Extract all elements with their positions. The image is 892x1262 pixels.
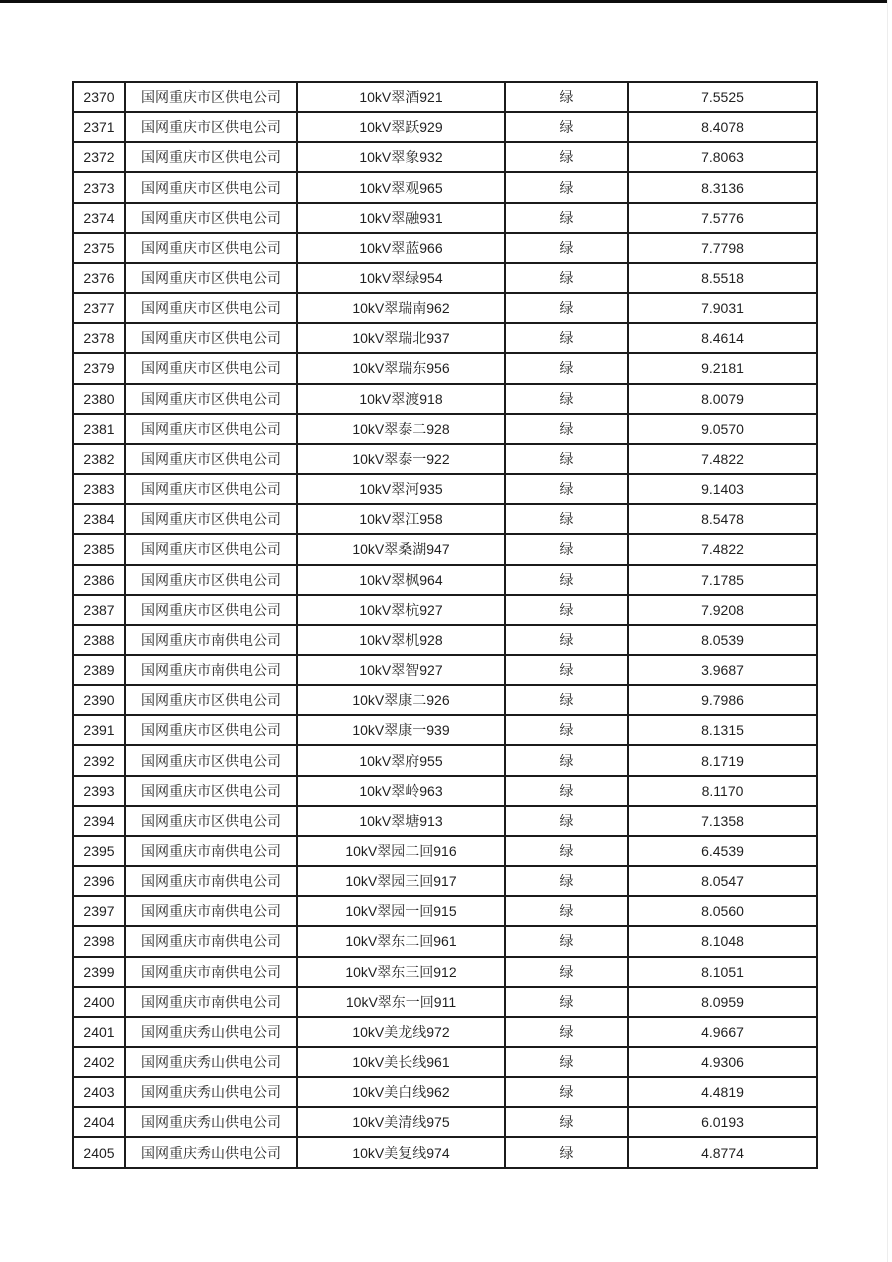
table-row (73, 866, 817, 896)
serial-cell: 2373 (73, 172, 125, 202)
serial-cell: 2384 (73, 504, 125, 534)
value-cell: 9.7986 (628, 685, 817, 715)
company-cell: 国网重庆市区供电公司 (125, 414, 297, 444)
company-cell: 国网重庆市区供电公司 (125, 534, 297, 564)
company-cell: 国网重庆市南供电公司 (125, 987, 297, 1017)
page-top-border (0, 0, 888, 3)
status-cell: 绿 (505, 715, 628, 745)
status-cell: 绿 (505, 474, 628, 504)
value-cell: 4.4819 (628, 1077, 817, 1107)
company-cell: 国网重庆市区供电公司 (125, 142, 297, 172)
status-cell: 绿 (505, 353, 628, 383)
table-row (73, 836, 817, 866)
company-cell: 国网重庆市区供电公司 (125, 806, 297, 836)
value-cell: 7.4822 (628, 534, 817, 564)
value-cell: 8.1170 (628, 776, 817, 806)
table-row (73, 233, 817, 263)
company-cell: 国网重庆市区供电公司 (125, 565, 297, 595)
serial-cell: 2375 (73, 233, 125, 263)
company-cell: 国网重庆市区供电公司 (125, 172, 297, 202)
line-cell: 10kV翠渡918 (297, 384, 505, 414)
status-cell: 绿 (505, 926, 628, 956)
line-cell: 10kV翠观965 (297, 172, 505, 202)
table-row (73, 685, 817, 715)
company-cell: 国网重庆市南供电公司 (125, 866, 297, 896)
serial-cell: 2381 (73, 414, 125, 444)
serial-cell: 2398 (73, 926, 125, 956)
status-cell: 绿 (505, 655, 628, 685)
line-cell: 10kV翠机928 (297, 625, 505, 655)
value-cell: 8.1051 (628, 957, 817, 987)
serial-cell: 2390 (73, 685, 125, 715)
table-row (73, 776, 817, 806)
company-cell: 国网重庆市南供电公司 (125, 926, 297, 956)
serial-cell: 2371 (73, 112, 125, 142)
value-cell: 8.5478 (628, 504, 817, 534)
company-cell: 国网重庆市区供电公司 (125, 203, 297, 233)
serial-cell: 2370 (73, 82, 125, 112)
status-cell: 绿 (505, 1017, 628, 1047)
status-cell: 绿 (505, 745, 628, 775)
table-row (73, 1077, 817, 1107)
line-cell: 10kV翠岭963 (297, 776, 505, 806)
line-cell: 10kV翠园二回916 (297, 836, 505, 866)
line-cell: 10kV美龙线972 (297, 1017, 505, 1047)
company-cell: 国网重庆市区供电公司 (125, 353, 297, 383)
table-row (73, 806, 817, 836)
serial-cell: 2401 (73, 1017, 125, 1047)
value-cell: 8.1719 (628, 745, 817, 775)
value-cell: 6.0193 (628, 1107, 817, 1137)
value-cell: 7.5525 (628, 82, 817, 112)
serial-cell: 2379 (73, 353, 125, 383)
serial-cell: 2388 (73, 625, 125, 655)
company-cell: 国网重庆市南供电公司 (125, 836, 297, 866)
table-row (73, 896, 817, 926)
company-cell: 国网重庆市区供电公司 (125, 233, 297, 263)
line-cell: 10kV翠瑞南962 (297, 293, 505, 323)
value-cell: 7.9208 (628, 595, 817, 625)
table-row (73, 595, 817, 625)
value-cell: 8.4614 (628, 323, 817, 353)
value-cell: 9.0570 (628, 414, 817, 444)
table-row (73, 414, 817, 444)
page-right-edge (887, 0, 888, 1262)
value-cell: 4.8774 (628, 1137, 817, 1168)
value-cell: 7.7798 (628, 233, 817, 263)
power-line-table (72, 81, 818, 1169)
table-row (73, 565, 817, 595)
status-cell: 绿 (505, 776, 628, 806)
company-cell: 国网重庆秀山供电公司 (125, 1107, 297, 1137)
serial-cell: 2378 (73, 323, 125, 353)
table-row (73, 474, 817, 504)
company-cell: 国网重庆市区供电公司 (125, 715, 297, 745)
value-cell: 8.3136 (628, 172, 817, 202)
table-row (73, 112, 817, 142)
serial-cell: 2387 (73, 595, 125, 625)
company-cell: 国网重庆秀山供电公司 (125, 1047, 297, 1077)
value-cell: 8.0560 (628, 896, 817, 926)
status-cell: 绿 (505, 1077, 628, 1107)
line-cell: 10kV翠园三回917 (297, 866, 505, 896)
company-cell: 国网重庆秀山供电公司 (125, 1077, 297, 1107)
table-row (73, 293, 817, 323)
company-cell: 国网重庆市区供电公司 (125, 595, 297, 625)
serial-cell: 2395 (73, 836, 125, 866)
table-row (73, 534, 817, 564)
value-cell: 8.1048 (628, 926, 817, 956)
line-cell: 10kV翠泰一922 (297, 444, 505, 474)
company-cell: 国网重庆市区供电公司 (125, 323, 297, 353)
line-cell: 10kV翠杭927 (297, 595, 505, 625)
value-cell: 7.4822 (628, 444, 817, 474)
value-cell: 7.5776 (628, 203, 817, 233)
status-cell: 绿 (505, 323, 628, 353)
serial-cell: 2386 (73, 565, 125, 595)
line-cell: 10kV翠瑞东956 (297, 353, 505, 383)
line-cell: 10kV翠康二926 (297, 685, 505, 715)
status-cell: 绿 (505, 685, 628, 715)
serial-cell: 2394 (73, 806, 125, 836)
table-row (73, 1107, 817, 1137)
status-cell: 绿 (505, 866, 628, 896)
line-cell: 10kV美长线961 (297, 1047, 505, 1077)
value-cell: 8.5518 (628, 263, 817, 293)
serial-cell: 2382 (73, 444, 125, 474)
company-cell: 国网重庆市南供电公司 (125, 625, 297, 655)
value-cell: 8.4078 (628, 112, 817, 142)
line-cell: 10kV翠桑湖947 (297, 534, 505, 564)
line-cell: 10kV翠府955 (297, 745, 505, 775)
line-cell: 10kV翠瑞北937 (297, 323, 505, 353)
table-row (73, 745, 817, 775)
table-row (73, 353, 817, 383)
status-cell: 绿 (505, 957, 628, 987)
company-cell: 国网重庆市区供电公司 (125, 685, 297, 715)
serial-cell: 2385 (73, 534, 125, 564)
company-cell: 国网重庆市区供电公司 (125, 384, 297, 414)
company-cell: 国网重庆市区供电公司 (125, 82, 297, 112)
table-row (73, 715, 817, 745)
serial-cell: 2393 (73, 776, 125, 806)
serial-cell: 2402 (73, 1047, 125, 1077)
table-row (73, 655, 817, 685)
status-cell: 绿 (505, 806, 628, 836)
line-cell: 10kV翠融931 (297, 203, 505, 233)
status-cell: 绿 (505, 987, 628, 1017)
line-cell: 10kV翠枫964 (297, 565, 505, 595)
value-cell: 8.1315 (628, 715, 817, 745)
line-cell: 10kV翠江958 (297, 504, 505, 534)
serial-cell: 2391 (73, 715, 125, 745)
table-row (73, 384, 817, 414)
line-cell: 10kV翠绿954 (297, 263, 505, 293)
status-cell: 绿 (505, 896, 628, 926)
status-cell: 绿 (505, 1137, 628, 1168)
company-cell: 国网重庆市区供电公司 (125, 263, 297, 293)
value-cell: 4.9306 (628, 1047, 817, 1077)
company-cell: 国网重庆市区供电公司 (125, 504, 297, 534)
line-cell: 10kV翠河935 (297, 474, 505, 504)
line-cell: 10kV翠泰二928 (297, 414, 505, 444)
table-row (73, 1047, 817, 1077)
serial-cell: 2376 (73, 263, 125, 293)
serial-cell: 2404 (73, 1107, 125, 1137)
company-cell: 国网重庆市区供电公司 (125, 745, 297, 775)
table-row (73, 323, 817, 353)
status-cell: 绿 (505, 1047, 628, 1077)
status-cell: 绿 (505, 1107, 628, 1137)
status-cell: 绿 (505, 384, 628, 414)
status-cell: 绿 (505, 203, 628, 233)
status-cell: 绿 (505, 534, 628, 564)
table-row (73, 625, 817, 655)
company-cell: 国网重庆市区供电公司 (125, 444, 297, 474)
status-cell: 绿 (505, 625, 628, 655)
serial-cell: 2374 (73, 203, 125, 233)
company-cell: 国网重庆市南供电公司 (125, 957, 297, 987)
value-cell: 9.1403 (628, 474, 817, 504)
line-cell: 10kV翠蓝966 (297, 233, 505, 263)
table-row (73, 957, 817, 987)
company-cell: 国网重庆市南供电公司 (125, 896, 297, 926)
company-cell: 国网重庆秀山供电公司 (125, 1017, 297, 1047)
line-cell: 10kV美清线975 (297, 1107, 505, 1137)
serial-cell: 2405 (73, 1137, 125, 1168)
value-cell: 8.0547 (628, 866, 817, 896)
status-cell: 绿 (505, 233, 628, 263)
value-cell: 8.0079 (628, 384, 817, 414)
status-cell: 绿 (505, 112, 628, 142)
value-cell: 7.1785 (628, 565, 817, 595)
line-cell: 10kV美复线974 (297, 1137, 505, 1168)
value-cell: 3.9687 (628, 655, 817, 685)
table-row (73, 1137, 817, 1168)
serial-cell: 2372 (73, 142, 125, 172)
line-cell: 10kV翠酒921 (297, 82, 505, 112)
serial-cell: 2383 (73, 474, 125, 504)
table-row (73, 444, 817, 474)
company-cell: 国网重庆秀山供电公司 (125, 1137, 297, 1168)
company-cell: 国网重庆市区供电公司 (125, 474, 297, 504)
status-cell: 绿 (505, 263, 628, 293)
status-cell: 绿 (505, 414, 628, 444)
serial-cell: 2403 (73, 1077, 125, 1107)
status-cell: 绿 (505, 82, 628, 112)
company-cell: 国网重庆市区供电公司 (125, 776, 297, 806)
company-cell: 国网重庆市区供电公司 (125, 293, 297, 323)
line-cell: 10kV翠象932 (297, 142, 505, 172)
line-cell: 10kV翠康一939 (297, 715, 505, 745)
line-cell: 10kV翠东三回912 (297, 957, 505, 987)
table-row (73, 172, 817, 202)
status-cell: 绿 (505, 504, 628, 534)
line-cell: 10kV翠东二回961 (297, 926, 505, 956)
status-cell: 绿 (505, 444, 628, 474)
value-cell: 7.1358 (628, 806, 817, 836)
value-cell: 8.0959 (628, 987, 817, 1017)
status-cell: 绿 (505, 565, 628, 595)
table-row (73, 987, 817, 1017)
serial-cell: 2377 (73, 293, 125, 323)
table-row (73, 263, 817, 293)
table-row (73, 203, 817, 233)
serial-cell: 2399 (73, 957, 125, 987)
serial-cell: 2392 (73, 745, 125, 775)
status-cell: 绿 (505, 293, 628, 323)
value-cell: 9.2181 (628, 353, 817, 383)
value-cell: 7.9031 (628, 293, 817, 323)
value-cell: 6.4539 (628, 836, 817, 866)
serial-cell: 2397 (73, 896, 125, 926)
status-cell: 绿 (505, 142, 628, 172)
line-cell: 10kV翠智927 (297, 655, 505, 685)
status-cell: 绿 (505, 595, 628, 625)
serial-cell: 2380 (73, 384, 125, 414)
value-cell: 7.8063 (628, 142, 817, 172)
serial-cell: 2396 (73, 866, 125, 896)
status-cell: 绿 (505, 172, 628, 202)
table-row (73, 1017, 817, 1047)
company-cell: 国网重庆市南供电公司 (125, 655, 297, 685)
table-row (73, 504, 817, 534)
status-cell: 绿 (505, 836, 628, 866)
line-cell: 10kV翠园一回915 (297, 896, 505, 926)
table-row (73, 142, 817, 172)
line-cell: 10kV美白线962 (297, 1077, 505, 1107)
table-row (73, 82, 817, 112)
value-cell: 4.9667 (628, 1017, 817, 1047)
serial-cell: 2389 (73, 655, 125, 685)
serial-cell: 2400 (73, 987, 125, 1017)
line-cell: 10kV翠塘913 (297, 806, 505, 836)
value-cell: 8.0539 (628, 625, 817, 655)
line-cell: 10kV翠东一回911 (297, 987, 505, 1017)
line-cell: 10kV翠跃929 (297, 112, 505, 142)
table-row (73, 926, 817, 956)
company-cell: 国网重庆市区供电公司 (125, 112, 297, 142)
